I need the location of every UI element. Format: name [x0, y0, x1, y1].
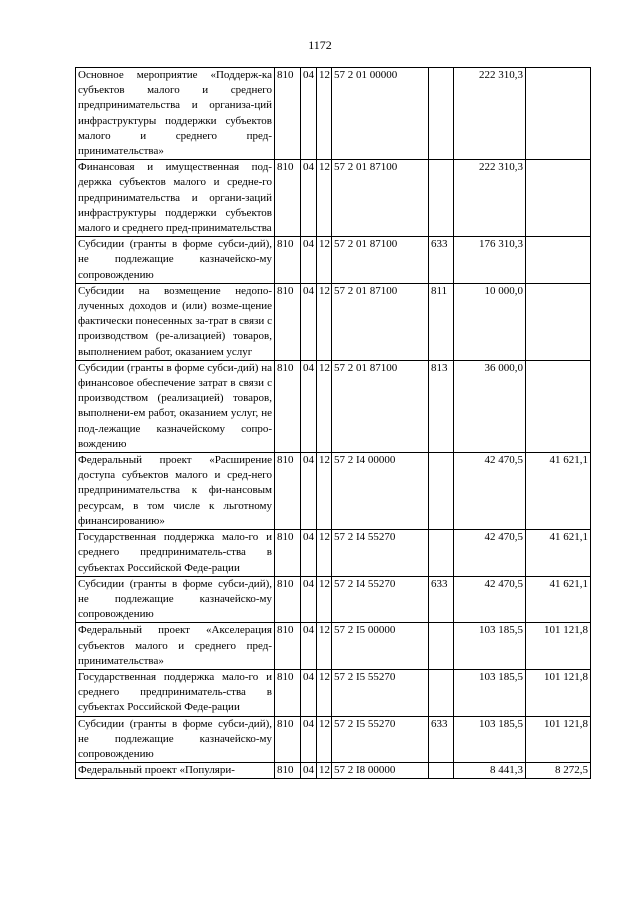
row-sum1-cell: 222 310,3 — [454, 160, 526, 237]
row-name-cell: Финансовая и имущественная под-держка субъектов малого и средне-го предпринимательства и органи-заций инфраструктуры поддержки субъектов малого и среднего пред-принимательства — [76, 160, 275, 237]
row-vr-cell — [429, 68, 454, 160]
row-vr-cell — [429, 623, 454, 670]
row-grbs-cell: 810 — [275, 669, 301, 716]
row-csr-cell: 57 2 I8 00000 — [332, 763, 429, 779]
table-row — [76, 716, 591, 763]
row-name-cell: Субсидии (гранты в форме субси-дий), не подлежащие казначейско-му сопровождению — [76, 716, 275, 763]
row-name-cell: Федеральный проект «Популяри- — [76, 763, 275, 779]
row-pr-cell: 12 — [317, 360, 332, 452]
row-pr-cell: 12 — [317, 623, 332, 670]
row-csr-cell: 57 2 01 87100 — [332, 160, 429, 237]
row-vr-cell: 633 — [429, 576, 454, 623]
row-sum1-cell: 42 470,5 — [454, 576, 526, 623]
row-sum1-cell: 176 310,3 — [454, 237, 526, 284]
row-rz-cell: 04 — [301, 716, 317, 763]
row-sum2-cell — [526, 68, 591, 160]
row-sum2-cell — [526, 360, 591, 452]
row-grbs-cell: 810 — [275, 453, 301, 530]
row-name-cell: Субсидии (гранты в форме субси-дий), не подлежащие казначейско-му сопровождению — [76, 576, 275, 623]
row-grbs-cell: 810 — [275, 237, 301, 284]
table-row — [76, 160, 591, 237]
row-rz-cell: 04 — [301, 763, 317, 779]
row-name-cell: Федеральный проект «Расширение доступа субъектов малого и сред-него предпринимательства к фи-нансовым ресурсам, в том числе к льготному финансированию» — [76, 453, 275, 530]
row-rz-cell: 04 — [301, 576, 317, 623]
row-vr-cell — [429, 160, 454, 237]
row-sum2-cell — [526, 160, 591, 237]
row-sum1-cell: 103 185,5 — [454, 716, 526, 763]
row-sum1-cell: 8 441,3 — [454, 763, 526, 779]
row-grbs-cell: 810 — [275, 283, 301, 360]
row-csr-cell: 57 2 I5 55270 — [332, 716, 429, 763]
row-grbs-cell: 810 — [275, 160, 301, 237]
table-row — [76, 576, 591, 623]
row-vr-cell: 633 — [429, 237, 454, 284]
row-vr-cell — [429, 763, 454, 779]
row-grbs-cell: 810 — [275, 763, 301, 779]
row-grbs-cell: 810 — [275, 576, 301, 623]
row-sum2-cell: 41 621,1 — [526, 530, 591, 577]
row-csr-cell: 57 2 I5 00000 — [332, 623, 429, 670]
row-sum2-cell: 41 621,1 — [526, 576, 591, 623]
row-csr-cell: 57 2 I5 55270 — [332, 669, 429, 716]
table-row — [76, 530, 591, 577]
row-csr-cell: 57 2 01 87100 — [332, 237, 429, 284]
row-rz-cell: 04 — [301, 530, 317, 577]
row-rz-cell: 04 — [301, 68, 317, 160]
row-name-cell: Субсидии (гранты в форме субси-дий), не подлежащие казначейско-му сопровождению — [76, 237, 275, 284]
row-grbs-cell: 810 — [275, 68, 301, 160]
table-row — [76, 237, 591, 284]
row-sum1-cell: 10 000,0 — [454, 283, 526, 360]
row-name-cell: Государственная поддержка мало-го и среднего предприниматель-ства в субъектах Российской Феде-рации — [76, 669, 275, 716]
row-pr-cell: 12 — [317, 530, 332, 577]
row-name-cell: Субсидии (гранты в форме субси-дий) на финансовое обеспечение затрат в связи с производством (реализацией) товаров, выполнени-ем работ, оказанием услуг, не под-лежащие казначейскому сопро-вождению — [76, 360, 275, 452]
row-vr-cell: 813 — [429, 360, 454, 452]
row-sum2-cell: 41 621,1 — [526, 453, 591, 530]
row-sum1-cell: 42 470,5 — [454, 453, 526, 530]
row-vr-cell — [429, 453, 454, 530]
row-rz-cell: 04 — [301, 237, 317, 284]
row-pr-cell: 12 — [317, 283, 332, 360]
row-sum1-cell: 103 185,5 — [454, 669, 526, 716]
row-rz-cell: 04 — [301, 283, 317, 360]
budget-table-body — [76, 68, 591, 779]
row-vr-cell: 811 — [429, 283, 454, 360]
table-row — [76, 623, 591, 670]
row-sum2-cell: 8 272,5 — [526, 763, 591, 779]
table-row — [76, 68, 591, 160]
row-pr-cell: 12 — [317, 68, 332, 160]
row-grbs-cell: 810 — [275, 623, 301, 670]
row-csr-cell: 57 2 01 87100 — [332, 360, 429, 452]
row-sum1-cell: 42 470,5 — [454, 530, 526, 577]
table-row — [76, 453, 591, 530]
row-rz-cell: 04 — [301, 623, 317, 670]
row-csr-cell: 57 2 I4 55270 — [332, 530, 429, 577]
row-rz-cell: 04 — [301, 160, 317, 237]
row-name-cell: Субсидии на возмещение недопо-лученных доходов и (или) возме-щение фактически понесенных за-трат в связи с производством (ре-ализацией) товаров, выполнением работ, оказанием услуг — [76, 283, 275, 360]
row-csr-cell: 57 2 01 87100 — [332, 283, 429, 360]
table-row — [76, 669, 591, 716]
row-name-cell: Государственная поддержка мало-го и среднего предприниматель-ства в субъектах Российской Феде-рации — [76, 530, 275, 577]
row-grbs-cell: 810 — [275, 716, 301, 763]
table-row — [76, 283, 591, 360]
row-pr-cell: 12 — [317, 716, 332, 763]
row-sum2-cell — [526, 283, 591, 360]
row-name-cell: Основное мероприятие «Поддерж-ка субъектов малого и среднего предпринимательства и организа-ций инфраструктуры поддержки субъектов малого и среднего пред-принимательства» — [76, 68, 275, 160]
row-pr-cell: 12 — [317, 453, 332, 530]
row-vr-cell — [429, 530, 454, 577]
row-vr-cell — [429, 669, 454, 716]
row-grbs-cell: 810 — [275, 360, 301, 452]
row-sum1-cell: 36 000,0 — [454, 360, 526, 452]
row-pr-cell: 12 — [317, 669, 332, 716]
page-number: 1172 — [308, 38, 332, 52]
row-rz-cell: 04 — [301, 669, 317, 716]
budget-table — [75, 67, 591, 779]
row-rz-cell: 04 — [301, 453, 317, 530]
table-row — [76, 360, 591, 452]
row-pr-cell: 12 — [317, 576, 332, 623]
row-csr-cell: 57 2 01 00000 — [332, 68, 429, 160]
row-pr-cell: 12 — [317, 237, 332, 284]
row-pr-cell: 12 — [317, 160, 332, 237]
row-csr-cell: 57 2 I4 00000 — [332, 453, 429, 530]
row-name-cell: Федеральный проект «Акселерация субъектов малого и среднего пред-принимательства» — [76, 623, 275, 670]
row-sum1-cell: 103 185,5 — [454, 623, 526, 670]
table-row — [76, 763, 591, 779]
row-rz-cell: 04 — [301, 360, 317, 452]
row-sum2-cell — [526, 237, 591, 284]
row-vr-cell: 633 — [429, 716, 454, 763]
row-sum2-cell: 101 121,8 — [526, 623, 591, 670]
row-pr-cell: 12 — [317, 763, 332, 779]
row-sum2-cell: 101 121,8 — [526, 716, 591, 763]
row-sum2-cell: 101 121,8 — [526, 669, 591, 716]
row-sum1-cell: 222 310,3 — [454, 68, 526, 160]
row-csr-cell: 57 2 I4 55270 — [332, 576, 429, 623]
row-grbs-cell: 810 — [275, 530, 301, 577]
